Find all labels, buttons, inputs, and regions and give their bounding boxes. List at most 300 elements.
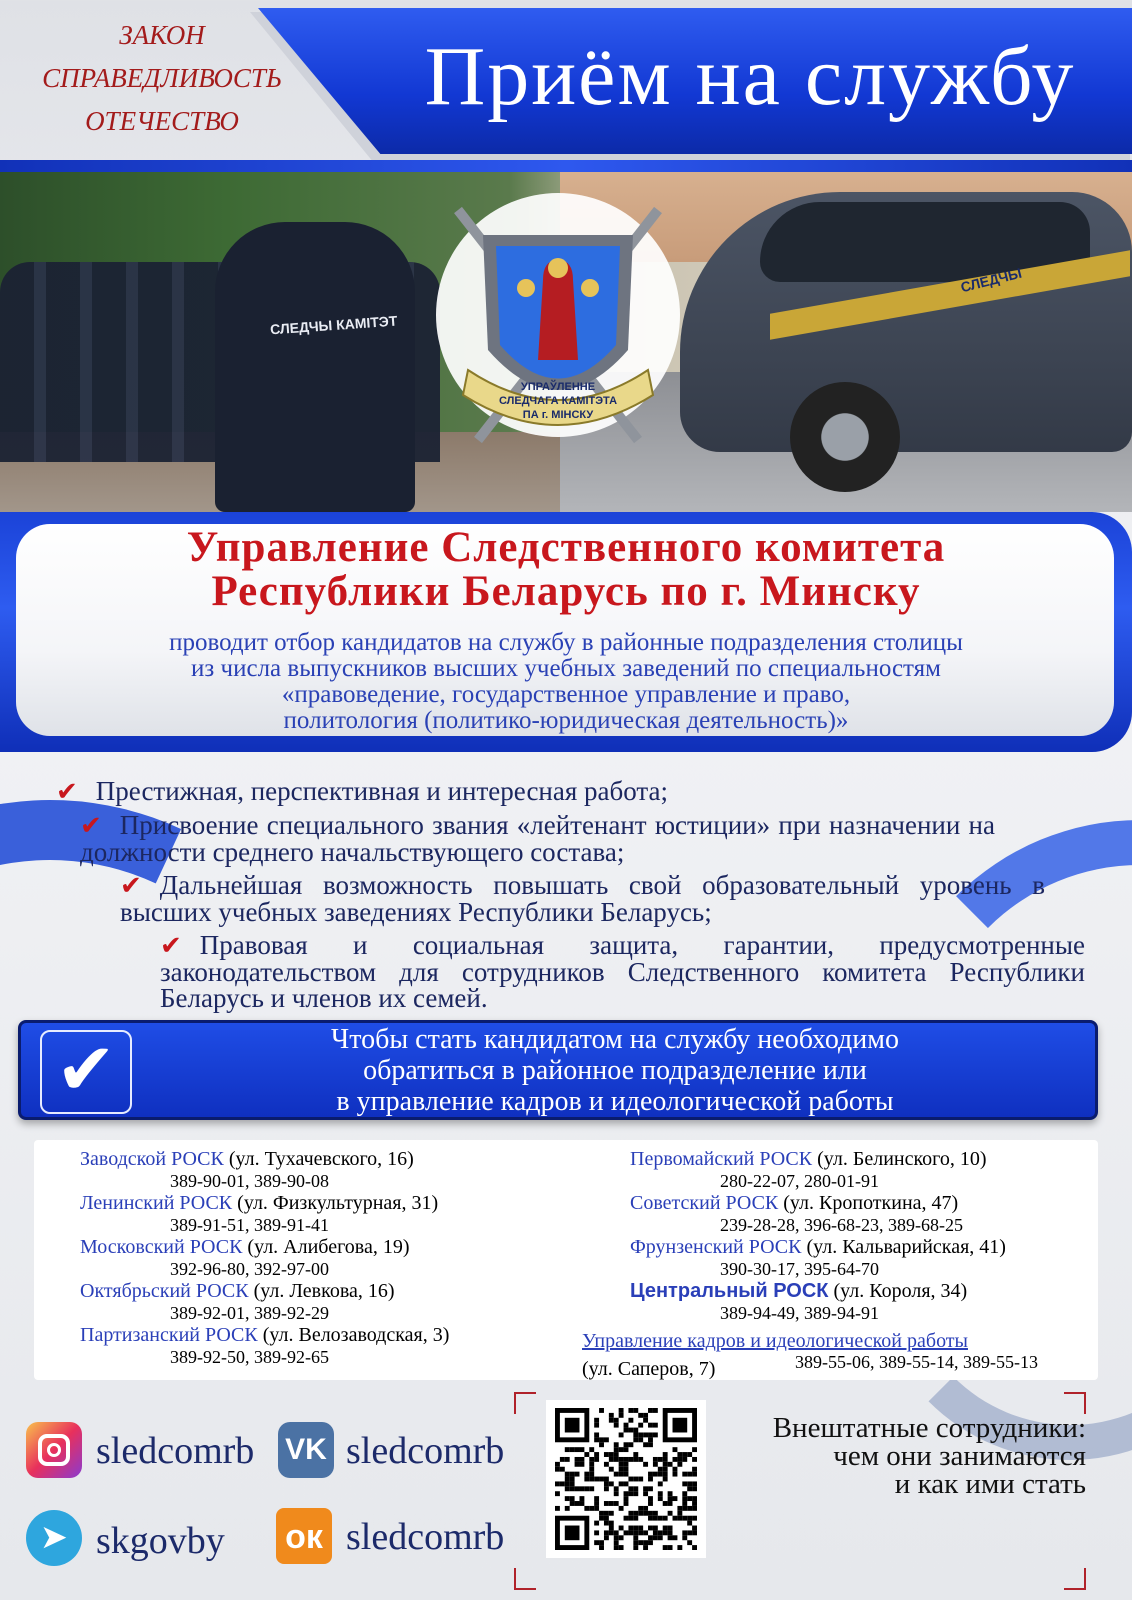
qr-module (565, 1477, 570, 1482)
qr-module (633, 1457, 638, 1462)
qr-corner (514, 1568, 536, 1590)
qr-module (673, 1535, 678, 1540)
qr-module (692, 1467, 697, 1472)
qr-module (648, 1501, 653, 1506)
qr-module (594, 1432, 599, 1437)
office-item (80, 1192, 580, 1236)
qr-module (687, 1486, 692, 1491)
qr-module (624, 1501, 629, 1506)
hr-office-name[interactable]: Управление кадров и идеологической работы (582, 1330, 968, 1352)
qr-module (609, 1511, 614, 1516)
qr-module (648, 1442, 653, 1447)
emblem-ribbon-line: УПРАЎЛЕННЕ (520, 381, 596, 393)
qr-module (609, 1481, 614, 1486)
qr-module (599, 1408, 604, 1413)
qr-caption-line: Внештатные сотрудники: (772, 1412, 1086, 1444)
qr-module (609, 1501, 614, 1506)
qr-module (628, 1442, 633, 1447)
qr-module (633, 1516, 638, 1521)
qr-module (628, 1418, 633, 1423)
big-check-icon: ✔ (55, 1027, 117, 1111)
qr-code[interactable] (546, 1400, 706, 1558)
qr-module (643, 1530, 648, 1535)
qr-module (643, 1540, 648, 1545)
qr-module (668, 1462, 673, 1467)
qr-module (579, 1457, 584, 1462)
qr-module (673, 1516, 678, 1521)
qr-module (619, 1457, 624, 1462)
vk-handle[interactable]: sledcomrb (346, 1430, 505, 1472)
qr-module (653, 1432, 658, 1437)
qr-module (589, 1506, 594, 1511)
qr-module (575, 1447, 580, 1452)
qr-module (560, 1457, 565, 1462)
qr-module (584, 1477, 589, 1482)
qr-module (628, 1428, 633, 1433)
qr-module (619, 1545, 624, 1550)
qr-module (692, 1486, 697, 1491)
qr-module (619, 1447, 624, 1452)
qr-module (633, 1486, 638, 1491)
office-address: (ул. Белинского, 10) (817, 1148, 987, 1170)
instagram-handle[interactable]: sledcomrb (96, 1430, 255, 1472)
qr-module (638, 1437, 643, 1442)
office-item (630, 1148, 1090, 1192)
qr-module (638, 1506, 643, 1511)
qr-module (663, 1545, 668, 1550)
benefit-text: Дальнейшая возможность повышать свой образовательный уровень в высших учебных заведениях Республики Беларусь; (120, 870, 1045, 927)
qr-module (648, 1437, 653, 1442)
qr-module (565, 1496, 570, 1501)
description-line: проводит отбор кандидатов на службу в районные подразделения столицы (169, 629, 963, 656)
qr-module (658, 1481, 663, 1486)
qr-module (638, 1423, 643, 1428)
qr-module (692, 1501, 697, 1506)
qr-module (628, 1486, 633, 1491)
qr-module (624, 1467, 629, 1472)
qr-module (648, 1496, 653, 1501)
check-icon: ✔ (160, 931, 182, 961)
qr-module (668, 1526, 673, 1531)
office-item (80, 1280, 580, 1324)
qr-module (575, 1462, 580, 1467)
odnoklassniki-icon[interactable]: ок (276, 1508, 332, 1564)
qr-module (682, 1452, 687, 1457)
qr-module (555, 1506, 560, 1511)
qr-module (570, 1481, 575, 1486)
page-title: Приём на службу (424, 30, 1076, 123)
qr-module (663, 1516, 668, 1521)
qr-caption-line: и как ими стать (894, 1468, 1086, 1500)
office-phones: 239-28-28, 396-68-23, 389-68-25 (720, 1215, 963, 1235)
qr-module (565, 1447, 570, 1452)
call-to-action-text (150, 1024, 1080, 1117)
qr-module (589, 1477, 594, 1482)
qr-module (658, 1472, 663, 1477)
qr-module (619, 1481, 624, 1486)
office-name: Ленинский РОСК (80, 1192, 233, 1214)
motto-line: ОТЕЧЕСТВО (85, 106, 239, 136)
qr-module (643, 1432, 648, 1437)
office-phones: 389-91-51, 389-91-41 (170, 1215, 329, 1235)
qr-module (599, 1477, 604, 1482)
qr-corner (1064, 1568, 1086, 1590)
qr-module (653, 1526, 658, 1531)
qr-module (624, 1447, 629, 1452)
office-item (80, 1236, 580, 1280)
qr-module (668, 1511, 673, 1516)
officer-back-text: СЛЕДЧЫ КАМІТЭТ (269, 312, 398, 338)
qr-module (604, 1535, 609, 1540)
qr-module (628, 1477, 633, 1482)
qr-module (638, 1540, 643, 1545)
qr-module (628, 1511, 633, 1516)
qr-module (668, 1535, 673, 1540)
benefit-item (120, 872, 1045, 925)
benefit-item (160, 932, 1085, 1011)
qr-module (604, 1511, 609, 1516)
qr-module (692, 1472, 697, 1477)
qr-module (692, 1447, 697, 1452)
qr-module (594, 1437, 599, 1442)
qr-module (692, 1530, 697, 1535)
motto-line: ЗАКОН (119, 20, 205, 50)
qr-module (692, 1545, 697, 1550)
qr-module (614, 1491, 619, 1496)
qr-module (599, 1540, 604, 1545)
qr-module (653, 1408, 658, 1413)
qr-module (599, 1511, 604, 1516)
qr-module (633, 1535, 638, 1540)
qr-module (648, 1540, 653, 1545)
office-phones: 392-96-80, 392-97-00 (170, 1259, 329, 1279)
office-phones: 389-92-50, 389-92-65 (170, 1347, 329, 1367)
qr-module (687, 1506, 692, 1511)
check-icon: ✔ (120, 871, 142, 901)
office-address: (ул. Короля, 34) (833, 1280, 968, 1302)
qr-module (604, 1481, 609, 1486)
qr-module (658, 1535, 663, 1540)
office-address: (ул. Кальварийская, 41) (806, 1236, 1006, 1258)
qr-caption (706, 1414, 1086, 1498)
qr-finder (673, 1418, 688, 1433)
qr-module (589, 1457, 594, 1462)
qr-module (668, 1501, 673, 1506)
office-name: Советский РОСК (630, 1192, 779, 1214)
qr-module (668, 1491, 673, 1496)
qr-module (677, 1516, 682, 1521)
qr-module (609, 1467, 614, 1472)
qr-module (648, 1526, 653, 1531)
office-item (630, 1192, 1090, 1236)
office-address: (ул. Тухачевского, 16) (228, 1148, 414, 1170)
qr-module (687, 1540, 692, 1545)
emblem-ribbon-line: СЛЕДЧАГА КАМІТЭТА (498, 395, 618, 407)
qr-module (624, 1462, 629, 1467)
qr-module (594, 1521, 599, 1526)
office-name: Партизанский РОСК (80, 1324, 258, 1346)
qr-module (589, 1447, 594, 1452)
qr-module (687, 1530, 692, 1535)
qr-module (648, 1423, 653, 1428)
vk-icon[interactable]: VK (278, 1422, 334, 1478)
qr-module (677, 1511, 682, 1516)
hr-office-name-row (582, 1330, 1082, 1352)
qr-module (677, 1452, 682, 1457)
qr-module (663, 1477, 668, 1482)
qr-module (604, 1501, 609, 1506)
qr-module (589, 1462, 594, 1467)
header-divider (0, 160, 1132, 172)
office-item (80, 1148, 580, 1192)
qr-module (643, 1511, 648, 1516)
hr-office-address: (ул. Саперов, 7) (582, 1358, 716, 1380)
qr-module (565, 1486, 570, 1491)
organization-title-line: Управление Следственного комитета (186, 524, 946, 571)
qr-module (658, 1457, 663, 1462)
qr-module (653, 1530, 658, 1535)
qr-module (687, 1452, 692, 1457)
qr-module (653, 1457, 658, 1462)
qr-module (604, 1452, 609, 1457)
qr-module (692, 1496, 697, 1501)
qr-module (692, 1516, 697, 1521)
qr-module (633, 1432, 638, 1437)
qr-module (614, 1535, 619, 1540)
office-name: Фрунзенский РОСК (630, 1236, 802, 1258)
motto (22, 14, 302, 143)
office-phones: 390-30-17, 395-64-70 (720, 1259, 879, 1279)
qr-module (638, 1511, 643, 1516)
qr-module (633, 1437, 638, 1442)
qr-module (604, 1437, 609, 1442)
car-wheel (790, 382, 900, 492)
qr-module (624, 1423, 629, 1428)
qr-module (604, 1462, 609, 1467)
qr-module (579, 1501, 584, 1506)
qr-module (619, 1467, 624, 1472)
office-phones: 389-94-49, 389-94-91 (720, 1303, 879, 1323)
qr-module (643, 1418, 648, 1423)
qr-module (677, 1462, 682, 1467)
qr-caption-line: чем они занимаются (833, 1440, 1086, 1472)
qr-module (614, 1472, 619, 1477)
hr-office-phones: 389-55-06, 389-55-14, 389-55-13 (795, 1352, 1038, 1372)
qr-module (555, 1462, 560, 1467)
qr-module (643, 1413, 648, 1418)
qr-module (653, 1462, 658, 1467)
qr-module (604, 1521, 609, 1526)
qr-module (565, 1481, 570, 1486)
qr-module (599, 1442, 604, 1447)
qr-module (575, 1472, 580, 1477)
qr-module (648, 1486, 653, 1491)
organization-description (20, 630, 1112, 734)
qr-module (673, 1447, 678, 1452)
telegram-icon[interactable]: ➤ (26, 1510, 82, 1566)
qr-module (633, 1511, 638, 1516)
qr-module (628, 1491, 633, 1496)
instagram-icon-lens (47, 1443, 61, 1457)
qr-module (682, 1535, 687, 1540)
qr-module (628, 1516, 633, 1521)
office-name: Октябрьский РОСК (80, 1280, 249, 1302)
qr-module (614, 1457, 619, 1462)
odnoklassniki-handle[interactable]: sledcomrb (346, 1516, 505, 1558)
qr-module (619, 1506, 624, 1511)
qr-module (682, 1457, 687, 1462)
qr-corner (1064, 1392, 1086, 1414)
qr-module (638, 1526, 643, 1531)
qr-module (673, 1496, 678, 1501)
qr-module (682, 1506, 687, 1511)
qr-module (633, 1526, 638, 1531)
qr-module (648, 1408, 653, 1413)
qr-module (653, 1516, 658, 1521)
qr-module (594, 1506, 599, 1511)
qr-module (677, 1545, 682, 1550)
qr-module (609, 1530, 614, 1535)
qr-module (643, 1545, 648, 1550)
call-line: в управление кадров и идеологической работы (336, 1086, 894, 1117)
qr-module (668, 1545, 673, 1550)
office-address: (ул. Физкультурная, 31) (237, 1192, 439, 1214)
qr-module (614, 1486, 619, 1491)
call-line: Чтобы стать кандидатом на службу необходимо (331, 1024, 899, 1055)
qr-module (604, 1486, 609, 1491)
qr-module (648, 1516, 653, 1521)
qr-module (589, 1486, 594, 1491)
qr-module (628, 1526, 633, 1531)
qr-module (594, 1457, 599, 1462)
qr-module (692, 1481, 697, 1486)
telegram-handle[interactable]: skgovby (96, 1520, 225, 1562)
check-icon: ✔ (56, 777, 78, 807)
qr-module (624, 1472, 629, 1477)
qr-module (565, 1457, 570, 1462)
office-phones: 389-90-01, 389-90-08 (170, 1171, 329, 1191)
benefit-item (80, 812, 995, 865)
qr-module (633, 1477, 638, 1482)
qr-module (614, 1530, 619, 1535)
qr-module (584, 1506, 589, 1511)
qr-module (643, 1486, 648, 1491)
organization-title-line: Республики Беларусь по г. Минску (211, 568, 921, 615)
qr-module (658, 1491, 663, 1496)
office-name: Московский РОСК (80, 1236, 243, 1258)
emblem-ribbon-line: ПА г. МІНСКУ (522, 409, 594, 421)
qr-module (584, 1472, 589, 1477)
qr-module (599, 1516, 604, 1521)
qr-module (663, 1472, 668, 1477)
qr-module (609, 1418, 614, 1423)
qr-module (579, 1496, 584, 1501)
qr-module (555, 1481, 560, 1486)
qr-module (687, 1481, 692, 1486)
qr-module (673, 1472, 678, 1477)
qr-module (653, 1511, 658, 1516)
description-line: «правоведение, государственное управление и право, (281, 681, 851, 708)
qr-module (599, 1437, 604, 1442)
office-name: Заводской РОСК (80, 1148, 224, 1170)
qr-module (619, 1432, 624, 1437)
qr-module (624, 1491, 629, 1496)
office-address: (ул. Алибегова, 19) (247, 1236, 410, 1258)
check-icon: ✔ (80, 811, 102, 841)
qr-module (575, 1501, 580, 1506)
qr-finder (565, 1418, 580, 1433)
qr-module (628, 1457, 633, 1462)
qr-module (692, 1526, 697, 1531)
qr-module (648, 1432, 653, 1437)
qr-module (609, 1521, 614, 1526)
qr-module (570, 1477, 575, 1482)
qr-module (570, 1496, 575, 1501)
office-address: (ул. Кропоткина, 47) (783, 1192, 959, 1214)
motto-line: СПРАВЕДЛИВОСТЬ (42, 63, 282, 93)
qr-module (624, 1530, 629, 1535)
office-item (630, 1280, 1090, 1324)
qr-module (555, 1491, 560, 1496)
qr-module (624, 1457, 629, 1462)
office-address: (ул. Левкова, 16) (253, 1280, 395, 1302)
qr-module (619, 1472, 624, 1477)
office-name: Первомайский РОСК (630, 1148, 813, 1170)
qr-module (594, 1540, 599, 1545)
qr-module (658, 1467, 663, 1472)
office-address: (ул. Велозаводская, 3) (262, 1324, 450, 1346)
qr-module (648, 1511, 653, 1516)
qr-module (677, 1506, 682, 1511)
qr-module (682, 1516, 687, 1521)
qr-module (682, 1472, 687, 1477)
qr-module (614, 1423, 619, 1428)
qr-module (614, 1418, 619, 1423)
qr-module (633, 1530, 638, 1535)
qr-module (589, 1467, 594, 1472)
office-phones: 280-22-07, 280-01-91 (720, 1171, 879, 1191)
qr-module (692, 1457, 697, 1462)
qr-module (609, 1526, 614, 1531)
qr-module (609, 1413, 614, 1418)
qr-module (648, 1472, 653, 1477)
qr-module (619, 1535, 624, 1540)
qr-module (658, 1516, 663, 1521)
qr-module (653, 1472, 658, 1477)
qr-module (589, 1472, 594, 1477)
description-line: из числа выпускников высших учебных заведений по специальностям (191, 655, 941, 682)
qr-module (633, 1491, 638, 1496)
qr-module (682, 1501, 687, 1506)
qr-module (677, 1457, 682, 1462)
qr-module (663, 1501, 668, 1506)
qr-module (614, 1442, 619, 1447)
qr-module (594, 1501, 599, 1506)
qr-module (614, 1452, 619, 1457)
photo-officer (215, 222, 415, 512)
qr-module (619, 1413, 624, 1418)
qr-module (638, 1432, 643, 1437)
qr-module (570, 1501, 575, 1506)
qr-module (614, 1447, 619, 1452)
qr-module (633, 1545, 638, 1550)
qr-module (687, 1472, 692, 1477)
qr-module (682, 1496, 687, 1501)
qr-module (594, 1452, 599, 1457)
qr-module (633, 1408, 638, 1413)
qr-module (633, 1428, 638, 1433)
qr-module (575, 1486, 580, 1491)
